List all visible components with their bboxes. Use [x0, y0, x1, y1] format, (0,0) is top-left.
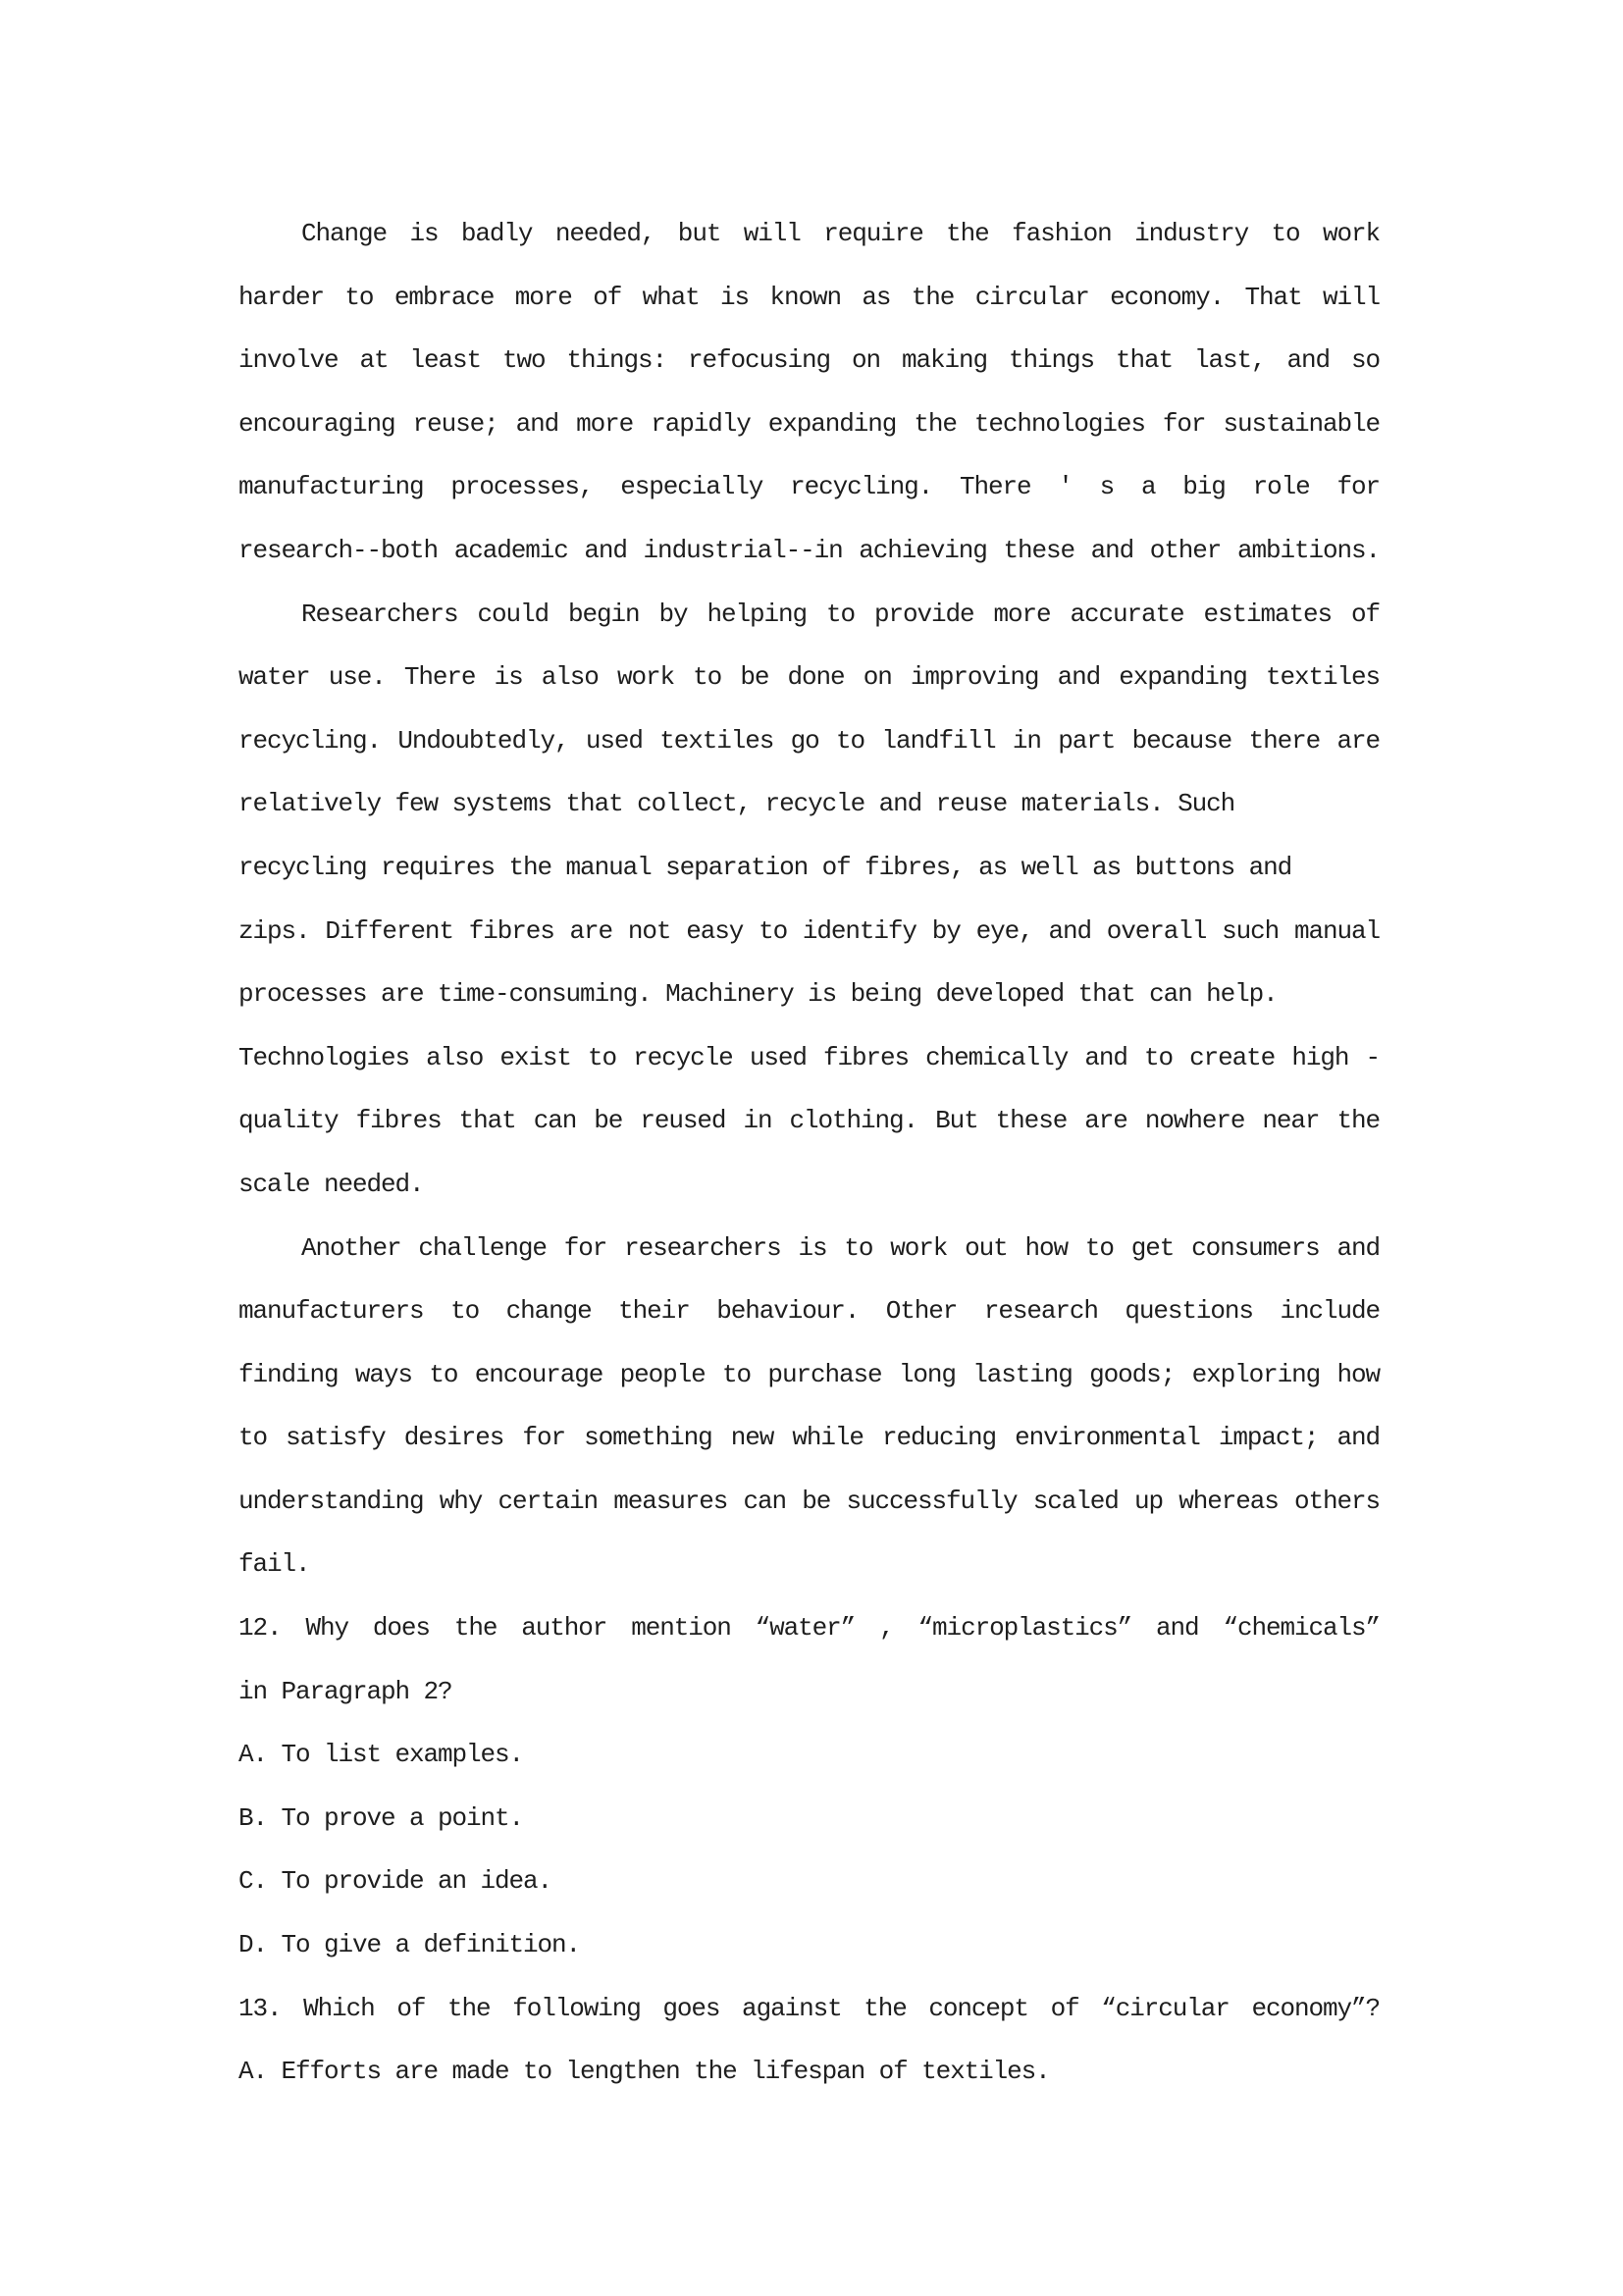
paragraph-3-line-1: Another challenge for researchers is to work out how to get consumers and [301, 1232, 1380, 1263]
paragraph-2 [238, 583, 1380, 1217]
paragraph-3-line-6: fail. [238, 1549, 310, 1580]
question-13 [238, 1977, 1380, 2104]
paragraph-2-line-5: recycling requires the manual separation of fibres, as well as buttons and [238, 852, 1292, 882]
paragraph-2-line-1: Researchers could begin by helping to provide more accurate estimates of [301, 599, 1380, 629]
question-12-option-d: D. To give a definition. [238, 1930, 581, 1960]
paragraph-3 [238, 1217, 1380, 1597]
paragraph-2-line-4: relatively few systems that collect, recycle and reuse materials. Such [238, 789, 1235, 819]
question-12-option-a: A. To list examples. [238, 1740, 524, 1770]
paragraph-2-line-3: recycling. Undoubtedly, used textiles go to landfill in part because there are [238, 725, 1380, 756]
paragraph-1-line-1: Change is badly needed, but will require the fashion industry to work [301, 219, 1380, 248]
paragraph-2-line-8: Technologies also exist to recycle used fibres chemically and to create high - [238, 1042, 1380, 1072]
paragraph-3-line-4: to satisfy desires for something new while reducing environmental impact; and [238, 1423, 1380, 1453]
paragraph-1 [238, 202, 1380, 583]
question-13-stem-line-1: 13. Which of the following goes against the concept of “circular economy”? [238, 1993, 1380, 2023]
question-12-stem-line-2: in Paragraph 2? [238, 1676, 452, 1706]
paragraph-2-line-10: scale needed. [238, 1169, 424, 1199]
question-12-option-b: B. To prove a point. [238, 1802, 524, 1833]
question-13-option-a: A. Efforts are made to lengthen the lifespan of textiles. [238, 2057, 1050, 2087]
paragraph-2-line-2: water use. There is also work to be done on improving and expanding textiles [238, 662, 1380, 693]
paragraph-2-line-9: quality fibres that can be reused in clothing. But these are nowhere near the [238, 1106, 1380, 1136]
passage-and-questions [238, 202, 1380, 2104]
paragraph-1-line-4: encouraging reuse; and more rapidly expanding the technologies for sustainable [238, 408, 1380, 439]
paragraph-1-line-6: research--both academic and industrial--in achieving these and other ambitions. [238, 535, 1380, 565]
question-12 [238, 1596, 1380, 1977]
paragraph-2-line-6: zips. Different fibres are not easy to identify by eye, and overall such manual [238, 915, 1380, 946]
question-12-stem-line-1: 12. Why does the author mention “water” , “microplastics” and “chemicals” [238, 1613, 1380, 1644]
paragraph-1-line-3: involve at least two things: refocusing on making things that last, and so [238, 345, 1380, 376]
question-12-option-c: C. To provide an idea. [238, 1866, 552, 1897]
paragraph-3-line-3: finding ways to encourage people to purchase long lasting goods; exploring how [238, 1359, 1380, 1389]
paragraph-1-line-2: harder to embrace more of what is known as the circular economy. That will [238, 282, 1380, 312]
paragraph-3-line-2: manufacturers to change their behaviour. Other research questions include [238, 1296, 1380, 1327]
paragraph-1-line-5: manufacturing processes, especially recycling. There ' s a big role for [238, 472, 1380, 502]
paragraph-3-line-5: understanding why certain measures can be successfully scaled up whereas others [238, 1486, 1380, 1516]
paragraph-2-line-7: processes are time-consuming. Machinery is being developed that can help. [238, 979, 1278, 1010]
